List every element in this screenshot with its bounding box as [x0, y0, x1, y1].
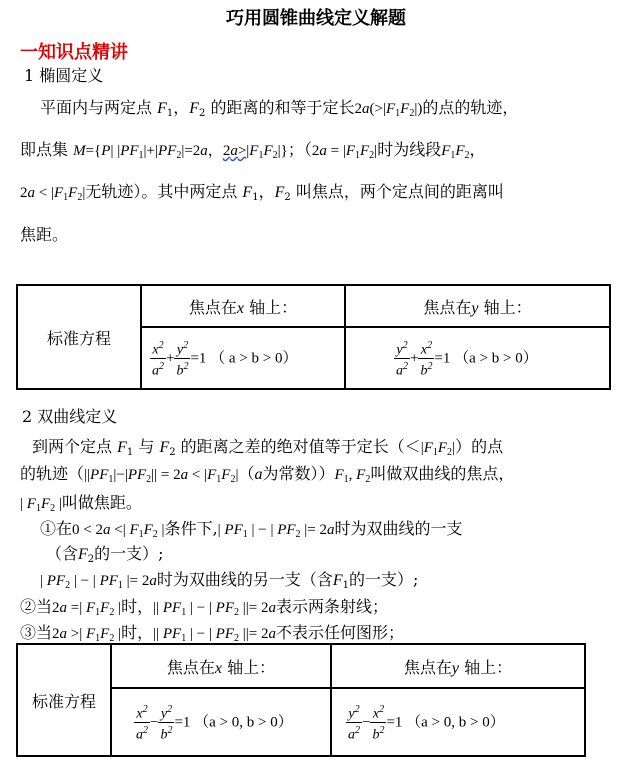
- hyperbola-x-header: 焦点在x 轴上：: [111, 644, 331, 688]
- hyperbola-x-equation: $\frac{x^2}{a^2}$ − $\frac{y^2}{b^2}$ =1 （a > 0, b > 0）: [111, 688, 331, 756]
- section-heading: 一知识点精讲: [20, 42, 128, 63]
- hyperbola-heading: 2 双曲线定义: [22, 407, 118, 426]
- ellipse-row-label: 标准方程: [17, 285, 141, 389]
- ellipse-y-equation: $\frac{y^2}{a^2}$ + $\frac{x^2}{b^2}$ =1 （a > b > 0）: [345, 327, 610, 389]
- hyperbola-y-equation: $\frac{y^2}{a^2}$ − $\frac{x^2}{b^2}$ =1 （a > 0, b > 0）: [331, 688, 585, 756]
- ellipse-x-equation: $\frac{x^2}{a^2}$ + $\frac{y^2}{b^2}$ =1 （ a > b > 0）: [141, 327, 345, 389]
- ellipse-def-line1: 平面内与两定点 $F_1$，$F_2$ 的距离的和等于定长$2a(>|F_1F_2|)$的点的轨迹，: [40, 98, 519, 119]
- hyperbola-case1-note: （含$F_2$的一支）;: [46, 544, 164, 565]
- hyperbola-case1: ①在0 < 2a <| $F_1F_2$ |条件下,| $PF_1$ | − | $PF_2$ |= 2a时为双曲线的一支: [40, 519, 463, 540]
- hyperbola-table: [16, 643, 586, 757]
- page-title: 巧用圆锥曲线定义解题: [226, 8, 406, 29]
- ellipse-y-header: 焦点在y 轴上：: [345, 285, 610, 327]
- hyperbola-y-header: 焦点在y 轴上：: [331, 644, 585, 688]
- hyperbola-case2: ②当2a =| $F_1F_2$ |时，|| $PF_1$ | − | $PF_2$ ||= 2a表示两条射线；: [20, 597, 388, 618]
- ellipse-def-line4: 焦距。: [20, 225, 69, 244]
- ellipse-table: [16, 284, 611, 390]
- hyperbola-def-line2: 的轨迹（$||PF_1|-|PF_2|| = 2a < |F_1F_2|(a$为常数））$F_1$, $F_2$叫做双曲线的焦点，: [20, 464, 515, 485]
- ellipse-def-line2: 即点集 M={P| $|PF_1|+|PF_2|=2a$，$2a>|F_1F_2|$}；（$2a = |F_1F_2|$时为线段$F_1F_2$，: [20, 140, 486, 161]
- hyperbola-def-line3: | $F_1F_2$ |叫做焦距。: [20, 493, 142, 514]
- ellipse-x-header: 焦点在x 轴上：: [141, 285, 345, 327]
- hyperbola-case3: ③当2a >| $F_1F_2$ |时，|| $PF_1$ | − | $PF_2$ ||= 2a不表示任何图形；: [20, 623, 404, 644]
- ellipse-def-line3: $2a < |F_1F_2|$无轨迹）。其中两定点 $F_1$，$F_2$ 叫焦点，两个定点间的距离叫: [20, 182, 504, 203]
- hyperbola-case1b: | $PF_2$ | − | $PF_1$ |= 2a时为双曲线的另一支（含$F_1$的一支）;: [40, 570, 419, 591]
- hyperbola-row-label: 标准方程: [17, 644, 111, 756]
- hyperbola-def-line1: 到两个定点 $F_1$ 与 $F_2$ 的距离之差的绝对值等于定长$(<|F_1F_2|)$的点: [32, 437, 504, 458]
- ellipse-heading: 1 椭圆定义: [24, 66, 104, 85]
